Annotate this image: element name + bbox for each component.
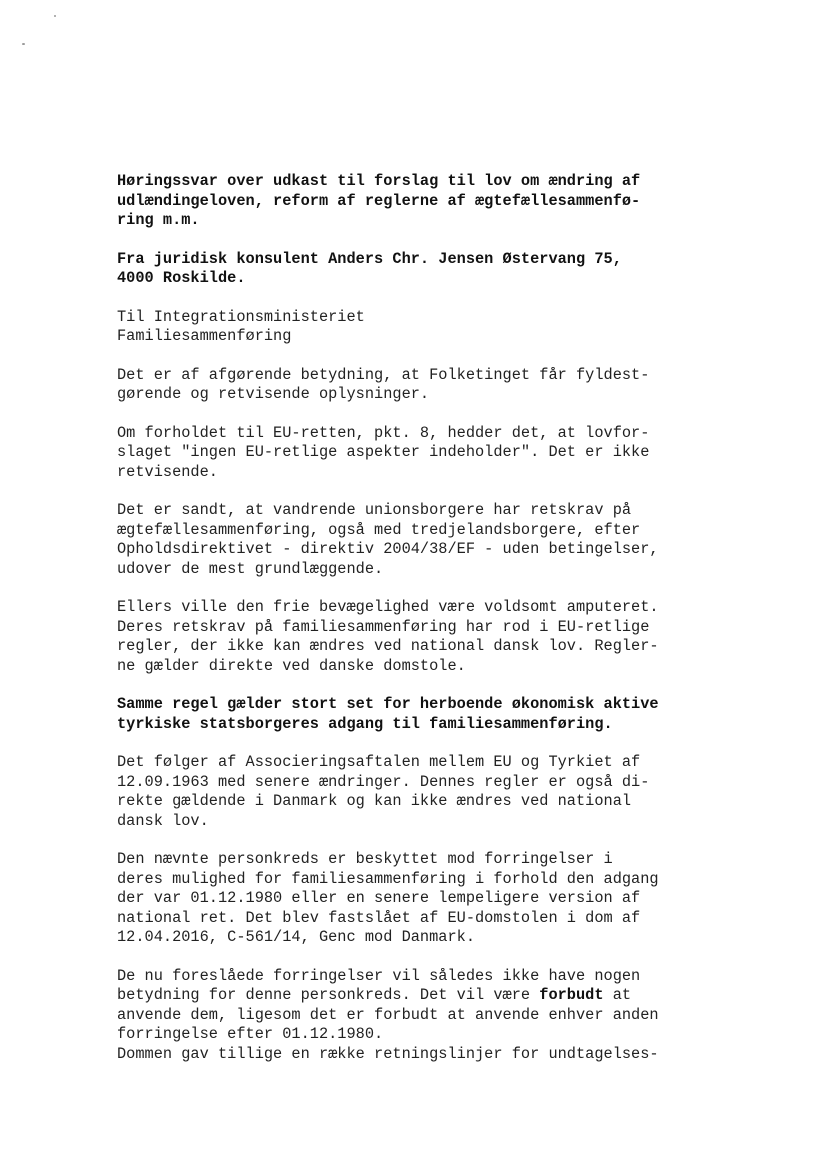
- recipient-line: Til Integrationsministeriet: [117, 307, 365, 326]
- paragraph-line: tyrkiske statsborgeres adgang til familiesammenføring.: [117, 714, 613, 733]
- paragraph-line: national ret. Det blev fastslået af EU-domstolen i dom af: [117, 908, 641, 927]
- paragraph-line: Deres retskrav på familiesammenføring har rod i EU-retlige: [117, 617, 650, 636]
- sender-block: [117, 250, 717, 289]
- paragraph: [117, 424, 717, 483]
- paragraph-line: dansk lov.: [117, 811, 209, 830]
- paragraph: [117, 753, 717, 831]
- paragraph-line: Om forholdet til EU-retten, pkt. 8, hedder det, at lovfor-: [117, 423, 650, 442]
- heading-line: udlændingeloven, reform af reglerne af ægtefællesammenfø-: [117, 191, 641, 210]
- heading-line: ring m.m.: [117, 211, 200, 229]
- paragraph-line: retvisende.: [117, 462, 218, 481]
- heading-line: Høringssvar over udkast til forslag til lov om ændring af: [117, 172, 641, 190]
- paragraph-line: forringelse efter 01.12.1980.: [117, 1025, 384, 1043]
- scan-speck: [54, 15, 56, 17]
- paragraph-line: anvende dem, ligesom det er forbudt at anvende enhver anden: [117, 1005, 659, 1024]
- bold-statement: [117, 695, 717, 734]
- paragraph: [117, 598, 717, 676]
- paragraph: [117, 501, 717, 579]
- paragraph-line: der var 01.12.1980 eller en senere lempeligere version af: [117, 889, 641, 907]
- paragraph-line: gørende og retvisende oplysninger.: [117, 385, 430, 403]
- scan-speck: [22, 43, 25, 45]
- paragraph-line: Det følger af Associeringsaftalen mellem EU og Tyrkiet af: [117, 753, 641, 771]
- paragraph-line: Den nævnte personkreds er beskyttet mod forringelser i: [117, 850, 613, 868]
- sender-line: 4000 Roskilde.: [117, 269, 246, 287]
- paragraph: [117, 850, 717, 948]
- paragraph-line: deres mulighed for familiesammenføring i forhold den adgang: [117, 869, 659, 888]
- paragraph-line: Det er af afgørende betydning, at Folketinget får fyldest-: [117, 365, 650, 384]
- document-body: [117, 172, 717, 1083]
- paragraph-line: regler, der ikke kan ændres ved national dansk lov. Regler-: [117, 637, 659, 655]
- paragraph-line: De nu foreslåede forringelser vil således ikke have nogen: [117, 966, 641, 985]
- paragraph-line: Ellers ville den frie bevægelighed være voldsomt amputeret.: [117, 598, 659, 616]
- paragraph: [117, 967, 717, 1065]
- paragraph: [117, 366, 717, 405]
- paragraph-line: 12.09.1963 med senere ændringer. Dennes regler er også di-: [117, 772, 650, 791]
- emphasis-text: forbudt: [539, 986, 604, 1004]
- sender-line: Fra juridisk konsulent Anders Chr. Jensen Østervang 75,: [117, 249, 622, 268]
- paragraph-line: [117, 986, 717, 1006]
- paragraph-line: Samme regel gælder stort set for herboende økonomisk aktive: [117, 695, 659, 713]
- paragraph-line: 12.04.2016, C-561/14, Genc mod Danmark.: [117, 928, 476, 946]
- paragraph-line: ægtefællesammenføring, også med tredjelandsborgere, efter: [117, 520, 641, 539]
- paragraph-line: Opholdsdirektivet - direktiv 2004/38/EF - uden betingelser,: [117, 540, 659, 558]
- paragraph-line: ne gælder direkte ved danske domstole.: [117, 656, 466, 675]
- text-run: at: [603, 986, 632, 1004]
- paragraph-line: udover de mest grundlæggende.: [117, 559, 384, 578]
- recipient-block: [117, 308, 717, 347]
- text-run: betydning for denne personkreds. Det vil være: [117, 986, 540, 1004]
- paragraph-line: slaget "ingen EU-retlige aspekter indeholder". Det er ikke: [117, 443, 650, 461]
- paragraph-line: Det er sandt, at vandrende unionsborgere har retskrav på: [117, 501, 632, 519]
- paragraph-line: rekte gældende i Danmark og kan ikke ændres ved national: [117, 792, 632, 810]
- paragraph-line: Dommen gav tillige en række retningslinjer for undtagelses-: [117, 1044, 659, 1063]
- recipient-line: Familiesammenføring: [117, 327, 292, 345]
- document-heading: [117, 172, 717, 231]
